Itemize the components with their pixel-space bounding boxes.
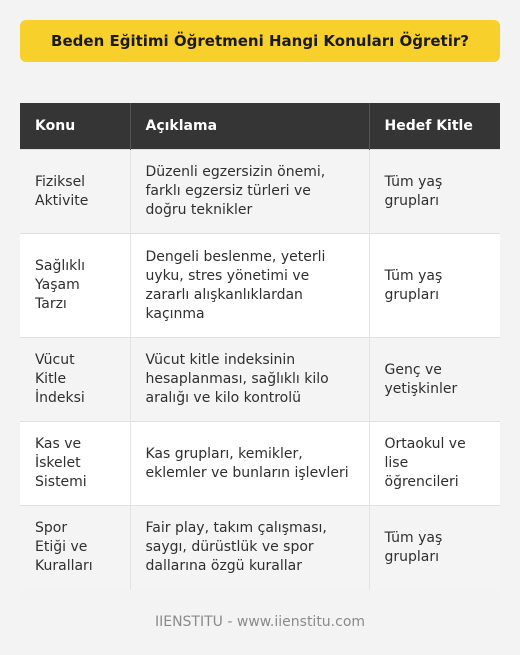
cell-konu: Sağlıklı Yaşam Tarzı (20, 234, 130, 338)
cell-aciklama: Vücut kitle indeksinin hesaplanması, sağlıklı kilo aralığı ve kilo kontrolü (130, 338, 369, 422)
table-header-row (20, 103, 500, 150)
table-row (20, 150, 500, 234)
cell-hedef-kitle: Tüm yaş grupları (369, 150, 500, 234)
cell-hedef-kitle: Ortaokul ve lise öğrencileri (369, 422, 500, 506)
title-banner (20, 20, 500, 62)
cell-konu: Vücut Kitle İndeksi (20, 338, 130, 422)
header-hedef-kitle: Hedef Kitle (369, 103, 500, 150)
cell-konu: Spor Etiği ve Kuralları (20, 506, 130, 590)
cell-aciklama: Düzenli egzersizin önemi, farklı egzersiz türleri ve doğru teknikler (130, 150, 369, 234)
page-title: Beden Eğitimi Öğretmeni Hangi Konuları Öğretir? (51, 32, 469, 50)
table-row (20, 422, 500, 506)
cell-hedef-kitle: Tüm yaş grupları (369, 234, 500, 338)
cell-hedef-kitle: Tüm yaş grupları (369, 506, 500, 590)
table-row (20, 506, 500, 590)
header-konu: Konu (20, 103, 130, 150)
table-row (20, 234, 500, 338)
cell-hedef-kitle: Genç ve yetişkinler (369, 338, 500, 422)
cell-aciklama: Kas grupları, kemikler, eklemler ve bunların işlevleri (130, 422, 369, 506)
footer-credit: IIENSTITU - www.iienstitu.com (154, 614, 366, 630)
header-aciklama: Açıklama (130, 103, 369, 150)
cell-konu: Fiziksel Aktivite (20, 150, 130, 234)
cell-aciklama: Dengeli beslenme, yeterli uyku, stres yönetimi ve zararlı alışkanlıklardan kaçınma (130, 234, 369, 338)
cell-aciklama: Fair play, takım çalışması, saygı, dürüstlük ve spor dallarına özgü kurallar (130, 506, 369, 590)
cell-konu: Kas ve İskelet Sistemi (20, 422, 130, 506)
topics-table (20, 103, 500, 590)
table-row (20, 338, 500, 422)
